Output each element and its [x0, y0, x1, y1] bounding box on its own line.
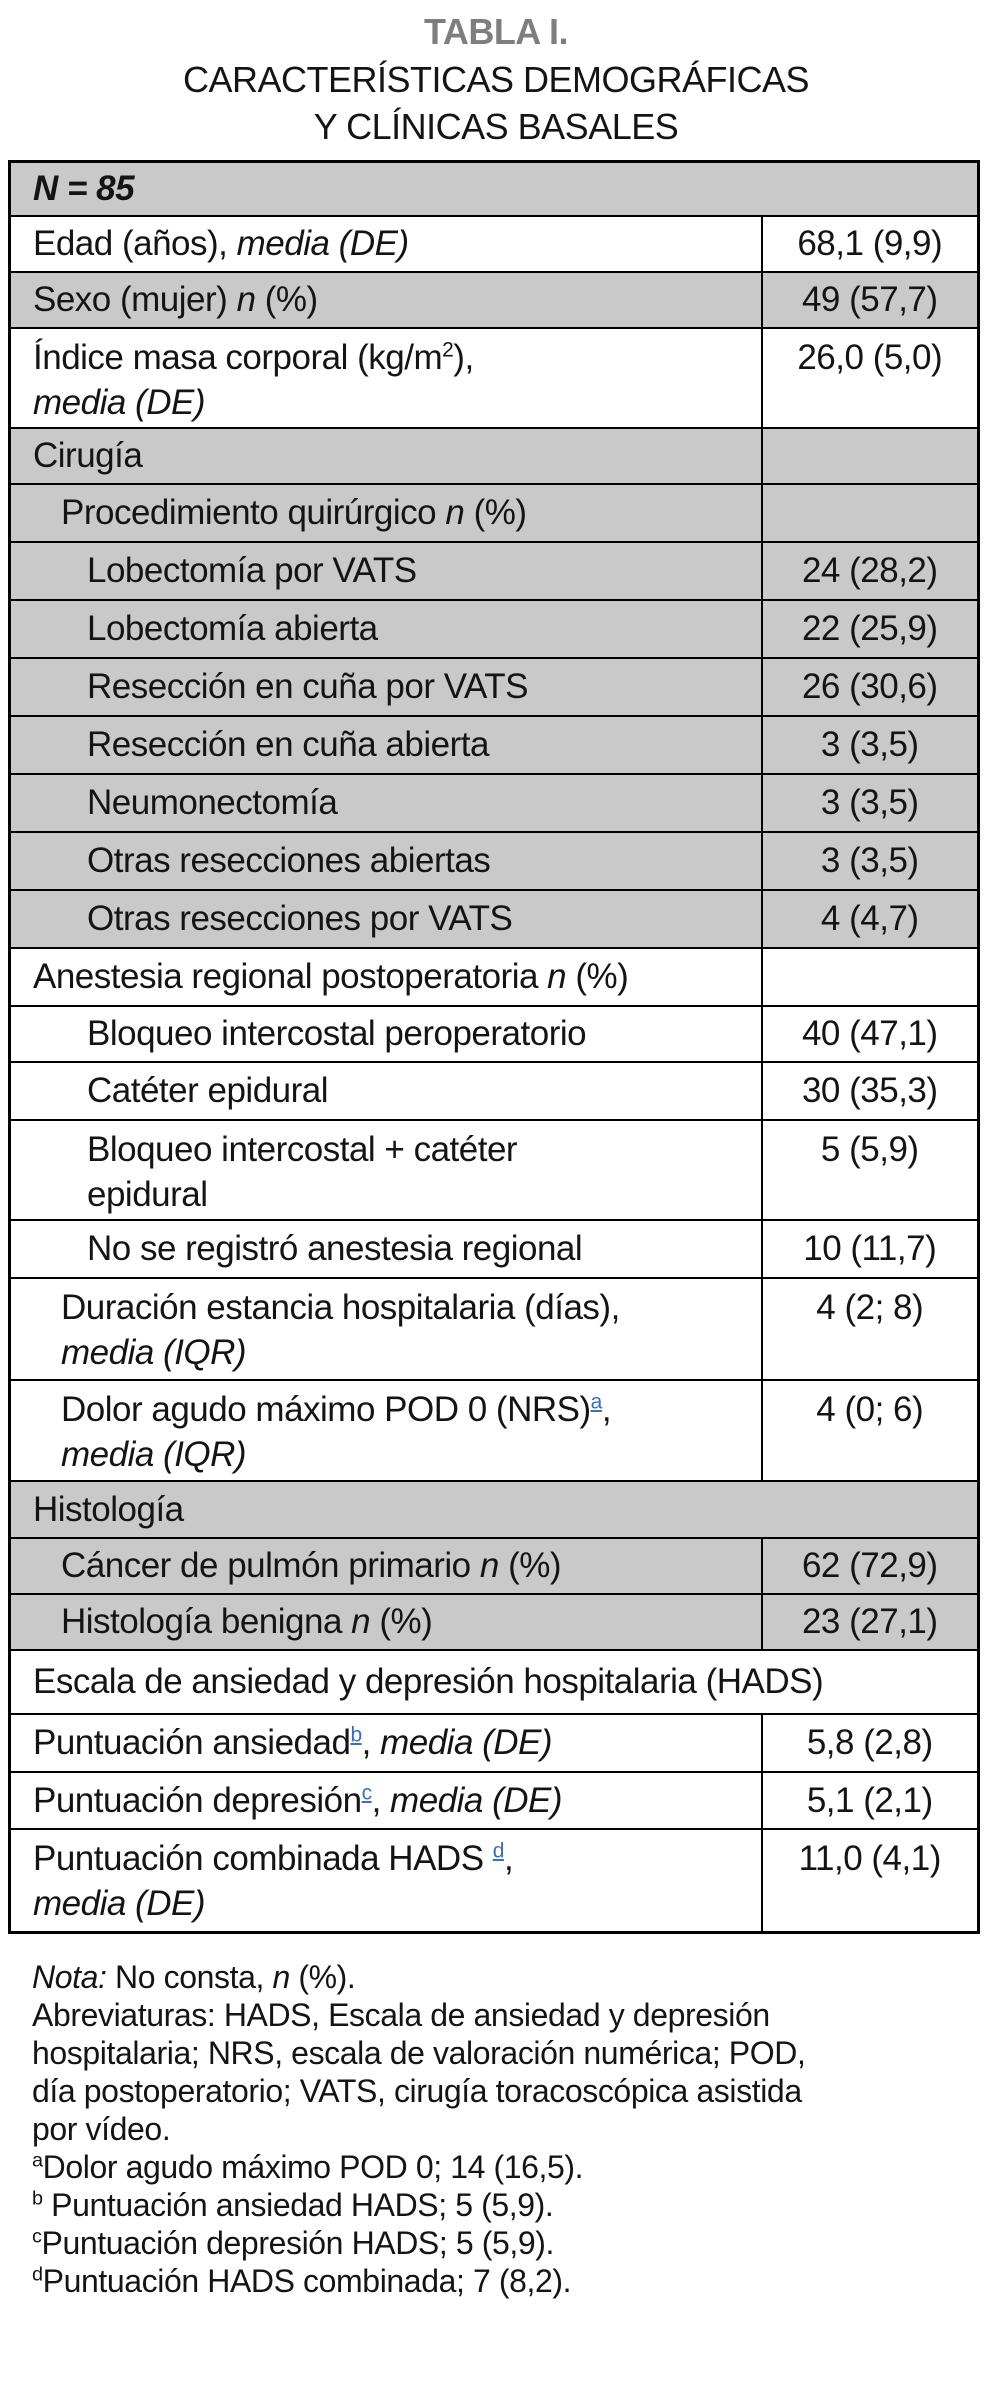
table-row [10, 1772, 979, 1829]
superscript: a [32, 2149, 43, 2172]
text-run: Catéter epidural [87, 1071, 329, 1110]
row-label-line [87, 664, 753, 709]
row-value-cell: 23 (27,1) [762, 1594, 979, 1650]
table-row [10, 600, 979, 658]
text-run: Escala de ansiedad y depresión hospitalaria (HADS) [33, 1662, 824, 1701]
row-label-line [87, 1011, 753, 1056]
text-run: media (DE) [33, 1883, 205, 1923]
text-run: Otras resecciones por VATS [87, 899, 513, 938]
text-run: (%) [498, 1546, 561, 1585]
row-label-cell [10, 1594, 762, 1650]
text-run: Neumonectomía [87, 783, 338, 822]
row-label-line [61, 1285, 753, 1330]
row-value-cell: 5 (5,9) [762, 1120, 979, 1220]
text-run: No se registró anestesia regional [87, 1229, 583, 1268]
text-run: Sexo (mujer) [33, 280, 237, 319]
text-run: Puntuación depresión [33, 1780, 362, 1820]
text-run: , [601, 1389, 612, 1429]
footnote-line [32, 1958, 993, 1996]
text-run: media (DE) [236, 224, 409, 263]
row-value-cell [762, 948, 979, 1006]
table-title-line1: CARACTERÍSTICAS DEMOGRÁFICAS [182, 59, 810, 100]
text-run: Bloqueo intercostal + catéter [87, 1129, 518, 1169]
text-run: (%) [464, 493, 527, 532]
text-run: Duración estancia hospitalaria (días), [61, 1287, 620, 1327]
text-run: Abreviaturas: HADS, Escala de ansiedad y depresión [32, 1997, 770, 2033]
text-run: Puntuación depresión HADS; 5 (5,9). [41, 2225, 555, 2261]
row-label-cell [10, 1120, 762, 1220]
row-value-cell: 22 (25,9) [762, 600, 979, 658]
footnote-line [32, 2034, 993, 2072]
row-label-line [33, 1836, 753, 1881]
table-row [10, 1481, 979, 1538]
page [0, 8, 993, 2300]
text-run: Lobectomía abierta [87, 609, 378, 648]
row-label-cell [10, 1380, 762, 1481]
row-label-cell [10, 428, 762, 484]
table-row [10, 328, 979, 428]
row-label-line [87, 896, 753, 941]
row-label-line [61, 490, 753, 535]
row-value-cell: 26 (30,6) [762, 658, 979, 716]
text-run: n [445, 493, 465, 532]
footnote-link-b[interactable]: b [350, 1723, 362, 1747]
table-row [10, 1062, 979, 1120]
row-label-cell [10, 1772, 762, 1829]
footnote-line [32, 1996, 993, 2034]
text-run: Procedimiento quirúrgico [61, 493, 446, 532]
text-run: Índice masa corporal (kg/m [33, 337, 443, 377]
row-label-line2 [61, 1330, 753, 1375]
row-label-line [33, 954, 753, 999]
row-label-cell [10, 716, 762, 774]
row-label-line [87, 606, 753, 651]
text-run: Edad (años), [33, 224, 237, 263]
table-body [10, 162, 979, 1933]
text-run: Puntuación ansiedad HADS; 5 (5,9). [42, 2187, 554, 2223]
row-value-cell: 49 (57,7) [762, 272, 979, 328]
superscript: 2 [442, 337, 454, 361]
table-row [10, 658, 979, 716]
text-run: Otras resecciones abiertas [87, 841, 491, 880]
text-run: Puntuación ansiedad [33, 1723, 351, 1762]
row-label-line2 [61, 1432, 753, 1477]
row-value-cell: 11,0 (4,1) [762, 1829, 979, 1933]
footnote-line [32, 2110, 993, 2148]
text-run: hospitalaria; NRS, escala de valoración numérica; POD, [32, 2035, 806, 2071]
table-title [8, 8, 984, 150]
row-value-cell: 68,1 (9,9) [762, 216, 979, 272]
text-run: día postoperatorio; VATS, cirugía toracoscópica asistida [32, 2073, 802, 2109]
table-row [10, 890, 979, 948]
row-label-cell [10, 658, 762, 716]
footnote-line [32, 2262, 993, 2300]
table-row [10, 216, 979, 272]
text-run: n [547, 957, 567, 996]
table-row [10, 1714, 979, 1772]
row-label-line [33, 1659, 969, 1704]
table-title-kicker: TABLA I. [424, 11, 568, 52]
text-run: media (IQR) [61, 1332, 247, 1372]
text-run: media (IQR) [61, 1434, 247, 1474]
row-label-cell [10, 162, 979, 216]
row-label-line [87, 548, 753, 593]
table-row [10, 1220, 979, 1278]
table-row [10, 1006, 979, 1062]
table-row [10, 774, 979, 832]
row-label-line [87, 1068, 753, 1113]
row-label-line [33, 1487, 969, 1532]
table-row [10, 484, 979, 542]
superscript: c [32, 2225, 42, 2248]
table-row [10, 1650, 979, 1714]
row-label-cell [10, 1278, 762, 1380]
text-run: (%) [370, 1602, 433, 1641]
table-title-line2: Y CLÍNICAS BASALES [313, 106, 679, 147]
row-label-cell [10, 890, 762, 948]
footnote-link-d[interactable]: d [492, 1838, 504, 1862]
footnote-link-c[interactable]: c [361, 1780, 372, 1804]
row-label-line [33, 1720, 753, 1765]
text-run: Resección en cuña por VATS [87, 667, 528, 706]
row-value-cell: 4 (2; 8) [762, 1278, 979, 1380]
footnote-line [32, 2186, 993, 2224]
row-label-cell [10, 1006, 762, 1062]
row-label-cell [10, 216, 762, 272]
row-label-line [33, 166, 969, 211]
row-label-line [33, 335, 753, 380]
row-label-line [33, 1778, 753, 1823]
row-value-cell [762, 428, 979, 484]
text-run: Histología benigna [61, 1602, 352, 1641]
text-run: n [236, 280, 256, 319]
text-run: media (DE) [390, 1780, 563, 1820]
row-label-line [61, 1599, 753, 1644]
table-row [10, 948, 979, 1006]
row-value-cell: 30 (35,3) [762, 1062, 979, 1120]
table-row [10, 542, 979, 600]
row-label-cell [10, 948, 762, 1006]
table-row [10, 1380, 979, 1481]
row-label-line [33, 433, 753, 478]
text-run: Dolor agudo máximo POD 0; 14 (16,5). [42, 2149, 584, 2185]
row-value-cell: 3 (3,5) [762, 716, 979, 774]
row-value-cell: 3 (3,5) [762, 832, 979, 890]
row-value-cell: 26,0 (5,0) [762, 328, 979, 428]
row-label-line [87, 1127, 753, 1172]
row-value-cell: 24 (28,2) [762, 542, 979, 600]
row-label-cell [10, 1714, 762, 1772]
text-run: Anestesia regional postoperatoria [33, 957, 548, 996]
row-value-cell: 62 (72,9) [762, 1538, 979, 1594]
text-run: Puntuación HADS combinada; 7 (8,2). [42, 2263, 572, 2299]
footnote-link-a[interactable]: a [590, 1389, 602, 1413]
row-label-line2 [87, 1172, 753, 1217]
text-run: , [371, 1780, 391, 1820]
text-run: Cirugía [33, 436, 143, 475]
row-label-line [87, 722, 753, 767]
text-run: N = 85 [33, 169, 135, 209]
row-label-cell [10, 832, 762, 890]
row-label-cell [10, 774, 762, 832]
text-run: Bloqueo intercostal peroperatorio [87, 1014, 587, 1053]
text-run: Dolor agudo máximo POD 0 (NRS) [61, 1389, 591, 1429]
footnote-line [32, 2072, 993, 2110]
row-value-cell: 10 (11,7) [762, 1220, 979, 1278]
superscript: b [32, 2187, 43, 2210]
table-row [10, 1278, 979, 1380]
row-value-cell: 3 (3,5) [762, 774, 979, 832]
row-value-cell: 5,8 (2,8) [762, 1714, 979, 1772]
text-run: Cáncer de pulmón primario [61, 1546, 480, 1585]
row-label-line [33, 221, 753, 266]
table-row [10, 716, 979, 774]
row-value-cell [762, 484, 979, 542]
text-run: No consta, [106, 1959, 273, 1995]
row-label-cell [10, 1062, 762, 1120]
row-label-line [61, 1543, 753, 1588]
text-run: , [503, 1838, 514, 1878]
superscript: d [32, 2263, 43, 2286]
table-row [10, 1538, 979, 1594]
row-label-line2 [33, 1881, 753, 1926]
row-label-line2 [33, 380, 753, 425]
row-value-cell: 4 (0; 6) [762, 1380, 979, 1481]
text-run: Nota: [32, 1959, 107, 1995]
text-run: (%). [289, 1959, 356, 1995]
table-row [10, 428, 979, 484]
table-row [10, 272, 979, 328]
table-row [10, 1120, 979, 1220]
text-run: epidural [87, 1174, 208, 1214]
row-label-line [33, 277, 753, 322]
row-label-line [61, 1387, 753, 1432]
row-label-cell [10, 1538, 762, 1594]
footnotes [32, 1958, 993, 2300]
text-run: (%) [566, 957, 629, 996]
table-row [10, 1829, 979, 1933]
text-run: (%) [255, 280, 318, 319]
text-run: n [272, 1959, 290, 1995]
text-run: , [361, 1723, 381, 1762]
text-run: ), [453, 337, 474, 377]
row-label-cell [10, 272, 762, 328]
text-run: Puntuación combinada HADS [33, 1838, 493, 1878]
text-run: n [479, 1546, 499, 1585]
text-run: media (DE) [380, 1723, 553, 1762]
footnote-line [32, 2148, 993, 2186]
table-row [10, 1594, 979, 1650]
text-run: media (DE) [33, 382, 205, 422]
text-run: n [351, 1602, 371, 1641]
row-label-line [87, 780, 753, 825]
row-value-cell: 4 (4,7) [762, 890, 979, 948]
text-run: Resección en cuña abierta [87, 725, 489, 764]
row-value-cell: 40 (47,1) [762, 1006, 979, 1062]
row-label-cell [10, 1220, 762, 1278]
demographics-table [8, 160, 980, 1934]
row-label-line [87, 838, 753, 883]
table-row [10, 832, 979, 890]
row-label-cell [10, 1481, 979, 1538]
row-label-cell [10, 1650, 979, 1714]
row-label-line [87, 1226, 753, 1271]
row-label-cell [10, 1829, 762, 1933]
text-run: Lobectomía por VATS [87, 551, 417, 590]
table-row [10, 162, 979, 216]
row-label-cell [10, 542, 762, 600]
text-run: por vídeo. [32, 2111, 171, 2147]
footnote-line [32, 2224, 993, 2262]
row-label-cell [10, 484, 762, 542]
row-label-cell [10, 328, 762, 428]
row-value-cell: 5,1 (2,1) [762, 1772, 979, 1829]
row-label-cell [10, 600, 762, 658]
text-run: Histología [33, 1489, 184, 1529]
